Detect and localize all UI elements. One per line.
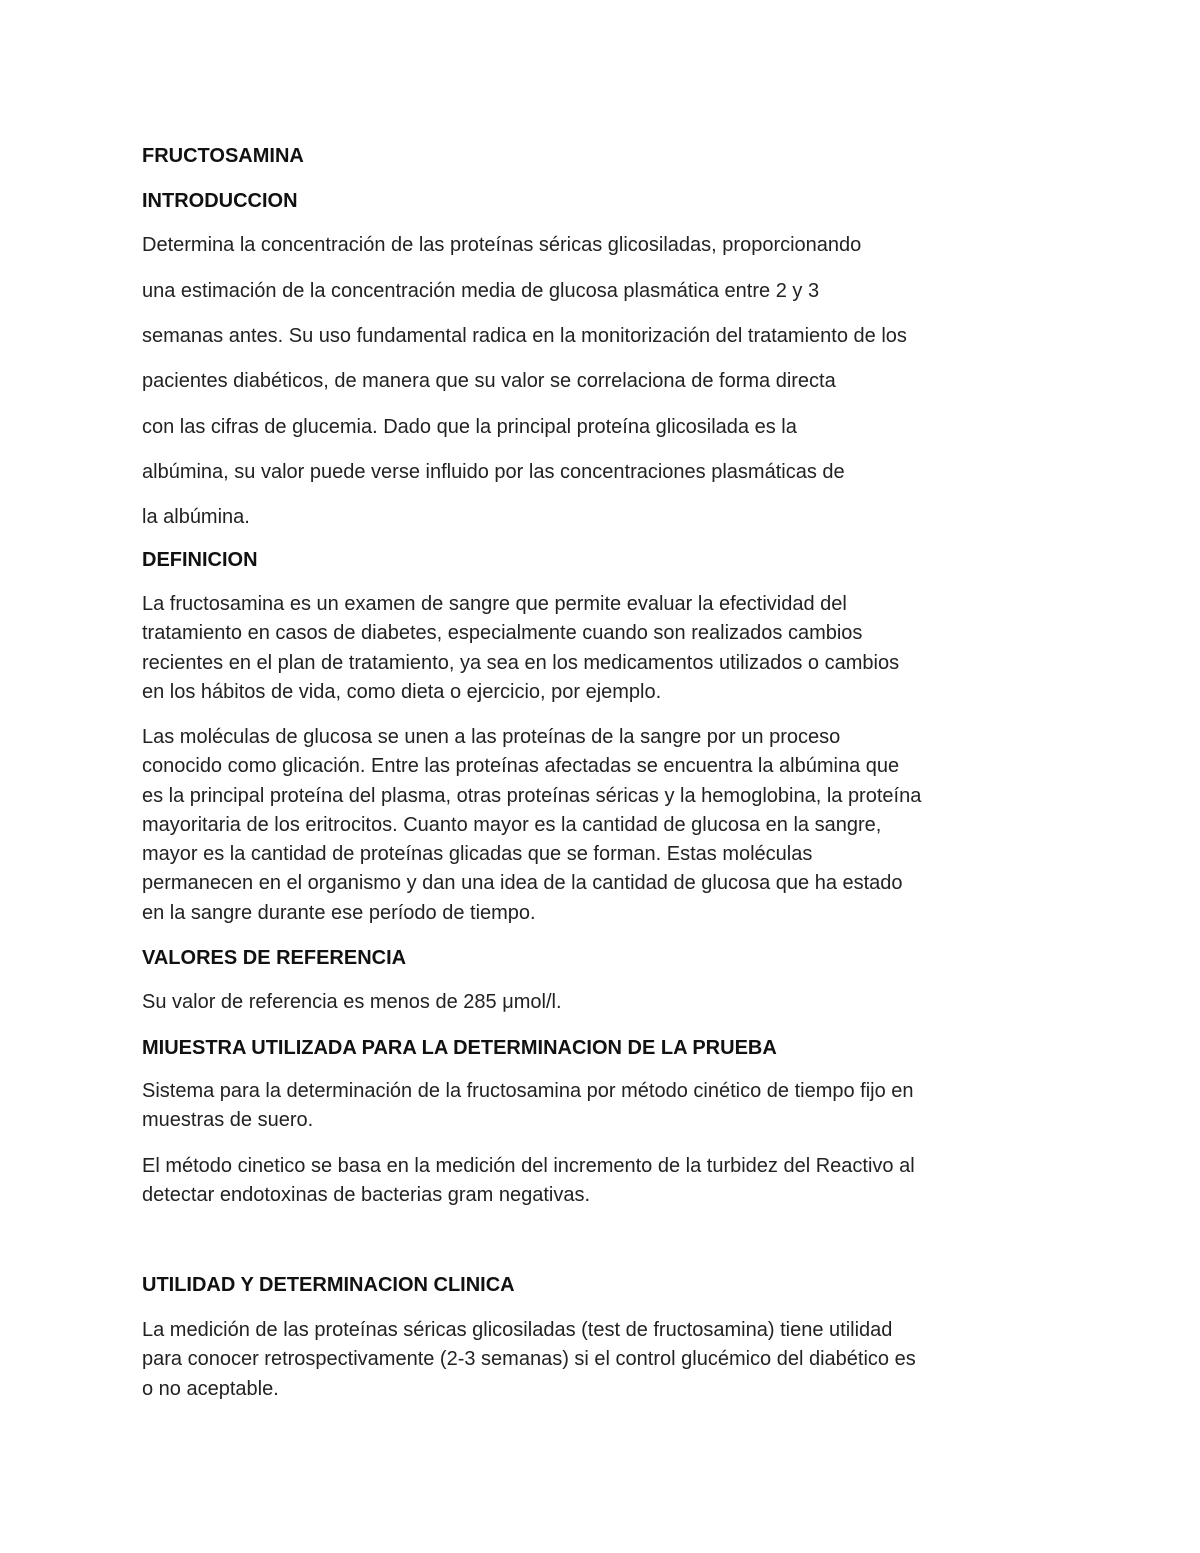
- text-line: Las moléculas de glucosa se unen a las proteínas de la sangre por un proceso: [142, 726, 841, 748]
- text-line: es la principal proteína del plasma, otras proteínas séricas y la hemoglobina, la proteína: [142, 784, 922, 807]
- muestra-heading: MIUESTRA UTILIZADA PARA LA DETERMINACION DE LA PRUEBA: [142, 1037, 777, 1059]
- definicion-paragraph-2: [142, 723, 1072, 928]
- text-line: en la sangre durante ese período de tiempo.: [142, 901, 536, 924]
- document-title: FRUCTOSAMINA: [142, 145, 304, 167]
- text-line: muestras de suero.: [142, 1109, 314, 1132]
- text-line: La fructosamina es un examen de sangre que permite evaluar la efectividad del: [142, 593, 847, 615]
- text-line: El método cinetico se basa en la medición del incremento de la turbidez del Reactivo al: [142, 1155, 915, 1177]
- muestra-paragraph-2: [142, 1152, 1072, 1211]
- definicion-paragraph-1: [142, 590, 1072, 707]
- text-line: permanecen en el organismo y dan una idea de la cantidad de glucosa que ha estado: [142, 872, 903, 895]
- utilidad-heading: UTILIDAD Y DETERMINACION CLINICA: [142, 1274, 515, 1296]
- valores-text: Su valor de referencia es menos de 285 μmol/l.: [142, 991, 562, 1013]
- text-line: en los hábitos de vida, como dieta o ejercicio, por ejemplo.: [142, 680, 662, 703]
- text-line: La medición de las proteínas séricas glicosiladas (test de fructosamina) tiene utilidad: [142, 1319, 893, 1341]
- text-line: conocido como glicación. Entre las proteínas afectadas se encuentra la albúmina que: [142, 755, 900, 778]
- text-line: o no aceptable.: [142, 1377, 279, 1400]
- intro-heading: INTRODUCCION: [142, 190, 298, 212]
- intro-line: semanas antes. Su uso fundamental radica en la monitorización del tratamiento de los: [142, 325, 907, 347]
- definicion-heading: DEFINICION: [142, 549, 258, 571]
- text-line: mayor es la cantidad de proteínas glicadas que se forman. Estas moléculas: [142, 843, 813, 866]
- text-line: detectar endotoxinas de bacterias gram negativas.: [142, 1184, 591, 1207]
- utilidad-paragraph: [142, 1316, 1072, 1404]
- intro-line: pacientes diabéticos, de manera que su valor se correlaciona de forma directa: [142, 370, 836, 392]
- intro-line: con las cifras de glucemia. Dado que la principal proteína glicosilada es la: [142, 416, 797, 438]
- valores-heading: VALORES DE REFERENCIA: [142, 947, 407, 969]
- text-line: Sistema para la determinación de la fructosamina por método cinético de tiempo fijo en: [142, 1080, 914, 1102]
- muestra-paragraph-1: [142, 1077, 1072, 1136]
- intro-line: Determina la concentración de las proteínas séricas glicosiladas, proporcionando: [142, 234, 862, 256]
- text-line: para conocer retrospectivamente (2-3 semanas) si el control glucémico del diabético es: [142, 1348, 916, 1371]
- intro-line: albúmina, su valor puede verse influido por las concentraciones plasmáticas de: [142, 461, 845, 483]
- text-line: tratamiento en casos de diabetes, especialmente cuando son realizados cambios: [142, 622, 863, 645]
- intro-line: la albúmina.: [142, 506, 250, 528]
- text-line: mayoritaria de los eritrocitos. Cuanto mayor es la cantidad de glucosa en la sangre,: [142, 813, 882, 836]
- intro-line: una estimación de la concentración media de glucosa plasmática entre 2 y 3: [142, 280, 820, 302]
- text-line: recientes en el plan de tratamiento, ya sea en los medicamentos utilizados o cambios: [142, 651, 900, 674]
